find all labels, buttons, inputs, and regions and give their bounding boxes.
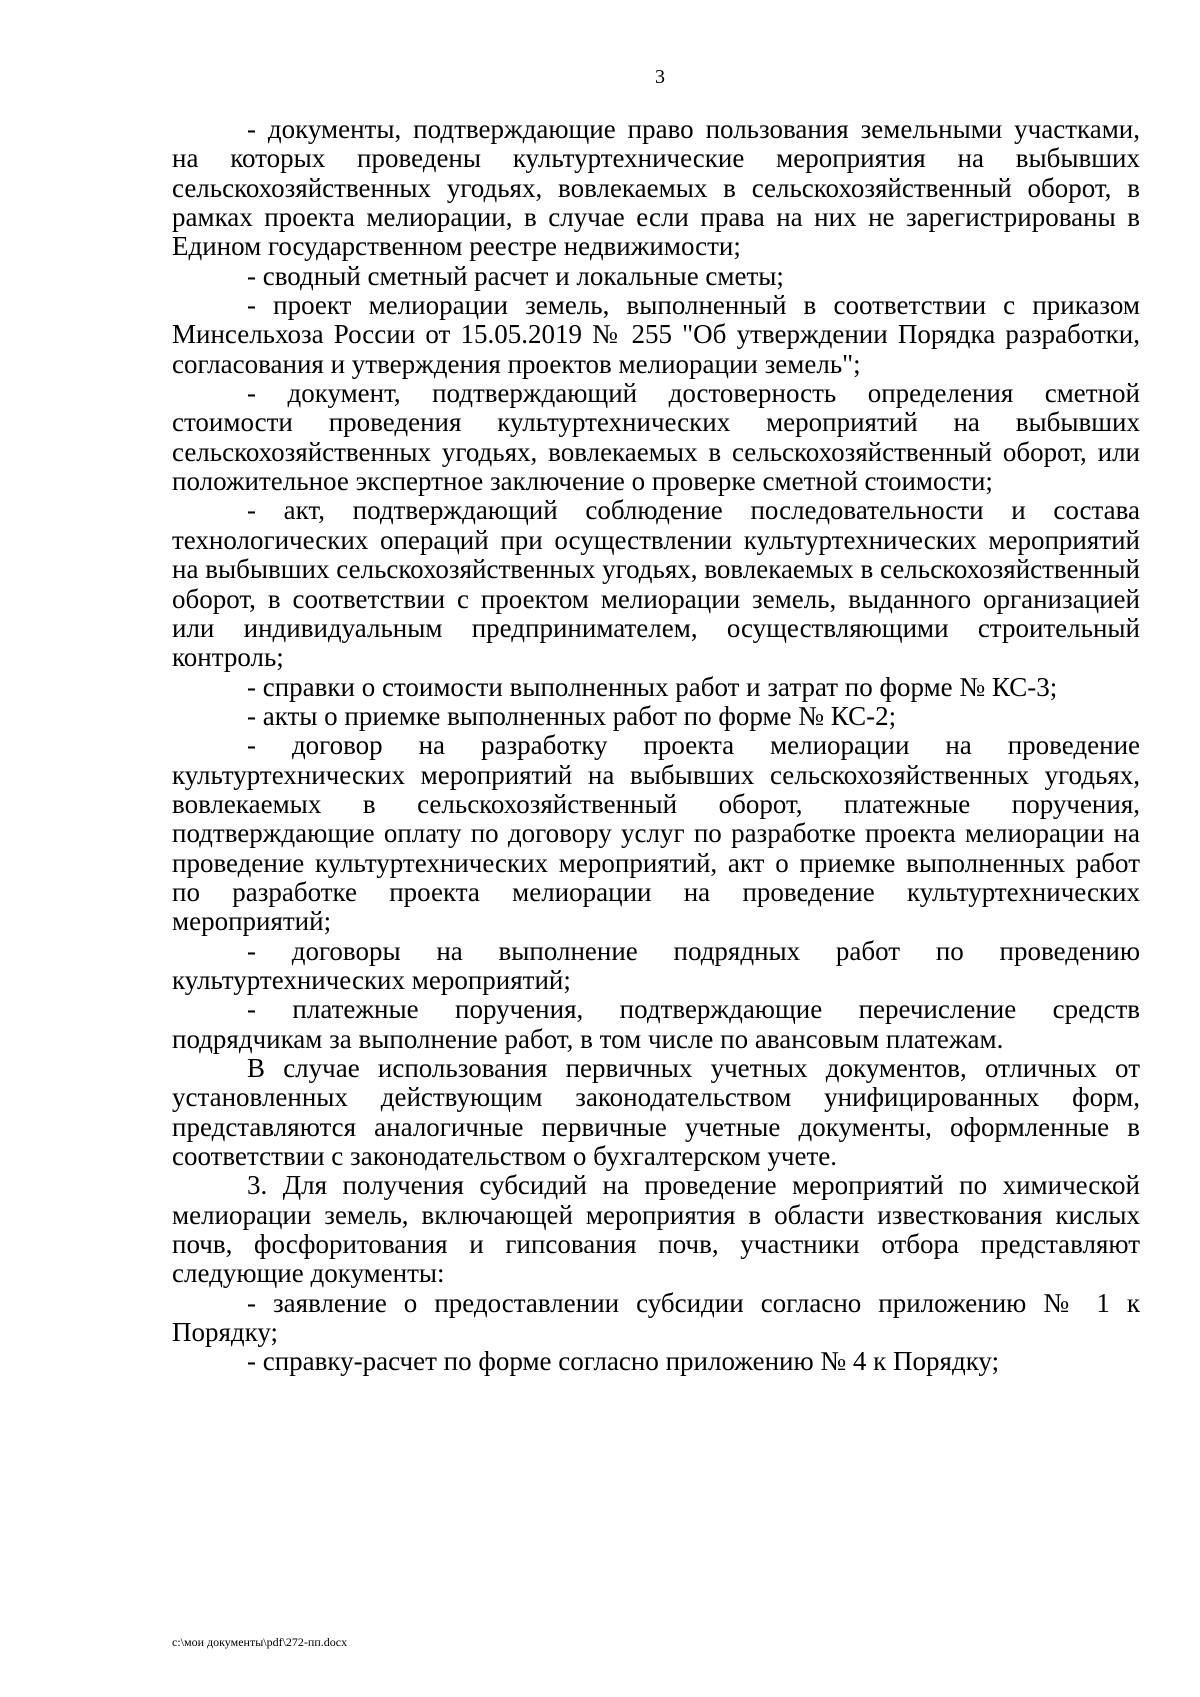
paragraph-chemical-reclamation: 3. Для получения субсидий на проведение мероприятий по химической мелиорации земель, включающей мероприятия в области известкования кислых почв, фосфоритования и гипсования почв, участники отбора представляют следующие документы: bbox=[172, 1170, 1140, 1289]
paragraph-land-rights-documents: - документы, подтверждающие право пользования земельными участками, на которых проведены культуртехнические мероприятия на выбывших сельскохозяйственных угодьях, вовлекаемых в сельскохозяйственный оборот, в рамках проекта мелиорации, в случае если права на них не зарегистрированы в Едином государственном реестре недвижимости; bbox=[172, 114, 1140, 262]
paragraph-contract-works: - договоры на выполнение подрядных работ по проведению культуртехнических мероприятий; bbox=[172, 935, 1140, 995]
paragraph-subsidy-application: - заявление о предоставлении субсидии согласно приложению № 1 к Порядку; bbox=[172, 1287, 1140, 1348]
paragraph-reclamation-project: - проект мелиорации земель, выполненный в соответствии с приказом Минсельхоза России от 15.05.2019 № 255 "Об утверждении Порядка разработки, согласования и утверждения проектов мелиорации земель"; bbox=[172, 290, 1140, 379]
paragraph-cost-estimates: - сводный сметный расчет и локальные сметы; bbox=[247, 260, 784, 291]
page-number: 3 bbox=[655, 66, 665, 88]
document-body bbox=[172, 115, 1140, 1377]
footer-file-path: c:\мои документы\pdf\272-пп.docx bbox=[172, 1635, 348, 1649]
paragraph-project-development-contract: - договор на разработку проекта мелиорации на проведение культуртехнических мероприятий на выбывших сельскохозяйственных угодьях, вовлекаемых в сельскохозяйственный оборот, платежные поручения, подтверждающие оплату по договору услуг по разработке проекта мелиорации на проведение культуртехнических мероприятий, акт о приемке выполненных работ по разработке проекта мелиорации на проведение культуртехнических мероприятий; bbox=[172, 730, 1140, 937]
paragraph-calculation-certificate: - справку-расчет по форме согласно приложению № 4 к Порядку; bbox=[247, 1346, 1000, 1377]
paragraph-primary-documents: В случае использования первичных учетных документов, отличных от установленных действующим законодательством унифицированных форм, представляются аналогичные первичные учетные документы, оформленные в соответствии с законодательством о бухгалтерском учете. bbox=[172, 1053, 1140, 1172]
paragraph-compliance-act: - акт, подтверждающий соблюдение последовательности и состава технологических операций при осуществлении культуртехнических мероприятий на выбывших сельскохозяйственных угодьях, вовлекаемых в сельскохозяйственный оборот, в соответствии с проектом мелиорации земель, выданного организацией или индивидуальным предпринимателем, осуществляющими строительный контроль; bbox=[172, 495, 1140, 673]
paragraph-payment-orders: - платежные поручения, подтверждающие перечисление средств подрядчикам за выполнение работ, в том числе по авансовым платежам. bbox=[172, 994, 1140, 1054]
paragraph-ks2-acts: - акты о приемке выполненных работ по форме № КС-2; bbox=[247, 700, 897, 731]
paragraph-ks3-certificates: - справки о стоимости выполненных работ и затрат по форме № КС-3; bbox=[247, 671, 1058, 702]
paragraph-cost-reliability-document: - документ, подтверждающий достоверность определения сметной стоимости проведения культуртехнических мероприятий на выбывших сельскохозяйственных угодьях, вовлекаемых в сельскохозяйственный оборот, или положительное экспертное заключение о проверке сметной стоимости; bbox=[172, 378, 1140, 497]
